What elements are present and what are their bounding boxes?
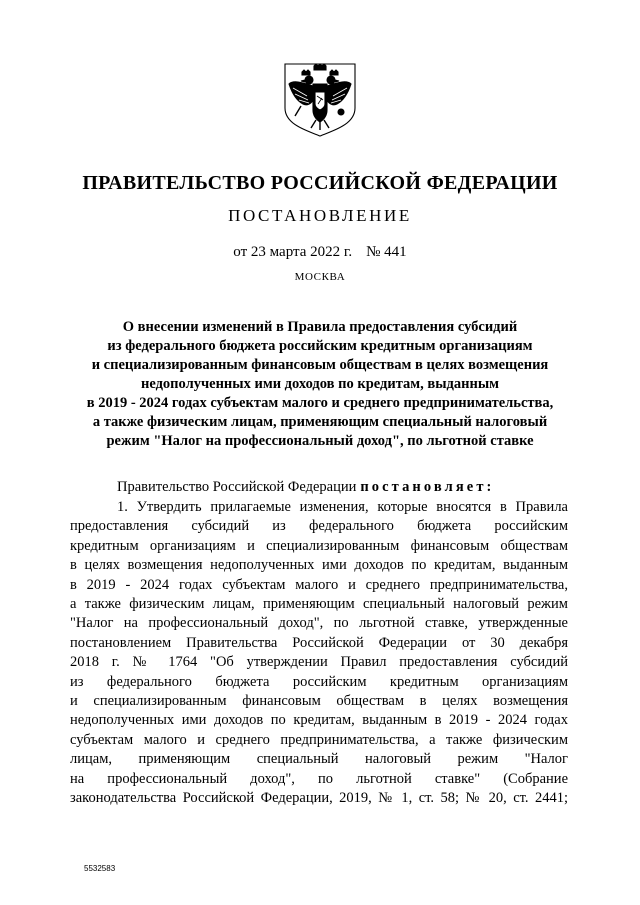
intro-paragraph bbox=[117, 479, 494, 496]
body-line: кредитным организациям и специализированным финансовым обществам bbox=[70, 537, 568, 554]
body-line: лицам, применяющим специальный налоговый режим "Налог bbox=[70, 751, 568, 768]
document-city: МОСКВА bbox=[294, 271, 346, 283]
body-line: в 2019 - 2024 годах субъектам малого и среднего предпринимательства, bbox=[70, 576, 568, 593]
body-line: и специализированным финансовым обществам в целях возмещения bbox=[70, 693, 568, 710]
body-line: недополученных ими доходов по кредитам, выданным в 2019 - 2024 годах bbox=[70, 712, 568, 729]
heading-line: режим "Налог на профессиональный доход", по льготной ставке bbox=[106, 433, 534, 449]
body-line: 1. Утвердить прилагаемые изменения, которые вносятся в Правила bbox=[117, 499, 568, 515]
intro-resolves: постановляет: bbox=[360, 479, 495, 495]
body-paragraph bbox=[70, 498, 568, 809]
document-heading bbox=[60, 318, 580, 451]
body-line: а также физическим лицам, применяющим специальный налоговый режим bbox=[70, 596, 568, 613]
document-type: ПОСТАНОВЛЕНИЕ bbox=[228, 206, 412, 225]
body-line: субъектам малого и среднего предпринимательства, а также физическим bbox=[70, 731, 568, 748]
heading-line: в 2019 - 2024 годах субъектам малого и среднего предпринимательства, bbox=[86, 395, 554, 411]
document-number: № 441 bbox=[366, 244, 407, 260]
body-line: предоставления субсидий из федерального бюджета российским bbox=[70, 518, 568, 535]
body-line: законодательства Российской Федерации, 2019, № 1, ст. 58; № 20, ст. 2441; bbox=[70, 790, 568, 807]
body-line: постановлением Правительства Российской Федерации от 30 декабря bbox=[70, 634, 568, 651]
document-date-line bbox=[0, 244, 640, 261]
document-date: от 23 марта 2022 г. bbox=[233, 244, 353, 260]
body-line: в целях возмещения недополученных ими доходов по кредитам, выданным bbox=[70, 557, 568, 574]
body-line: на профессиональный доход", по льготной ставке" (Собрание bbox=[70, 770, 568, 787]
document-code: 5532583 bbox=[84, 864, 116, 873]
heading-line: из федерального бюджета российским кредитным организациям bbox=[107, 338, 533, 354]
intro-text: Правительство Российской Федерации bbox=[117, 479, 357, 495]
heading-line: недополученных ими доходов по кредитам, выданным bbox=[140, 376, 500, 392]
body-line: из федерального бюджета российским кредитным организациям bbox=[70, 673, 568, 690]
body-line: 2018 г. № 1764 "Об утверждении Правил предоставления субсидий bbox=[70, 654, 568, 671]
government-title: ПРАВИТЕЛЬСТВО РОССИЙСКОЙ ФЕДЕРАЦИИ bbox=[82, 172, 558, 194]
heading-line: О внесении изменений в Правила предоставления субсидий bbox=[122, 319, 518, 335]
russian-coat-of-arms-icon bbox=[283, 60, 357, 138]
body-line: "Налог на профессиональный доход", по льготной ставке, утвержденные bbox=[70, 615, 568, 632]
heading-line: и специализированным финансовым обществам в целях возмещения bbox=[91, 357, 549, 373]
heading-line: а также физическим лицам, применяющим специальный налоговый bbox=[92, 414, 548, 430]
